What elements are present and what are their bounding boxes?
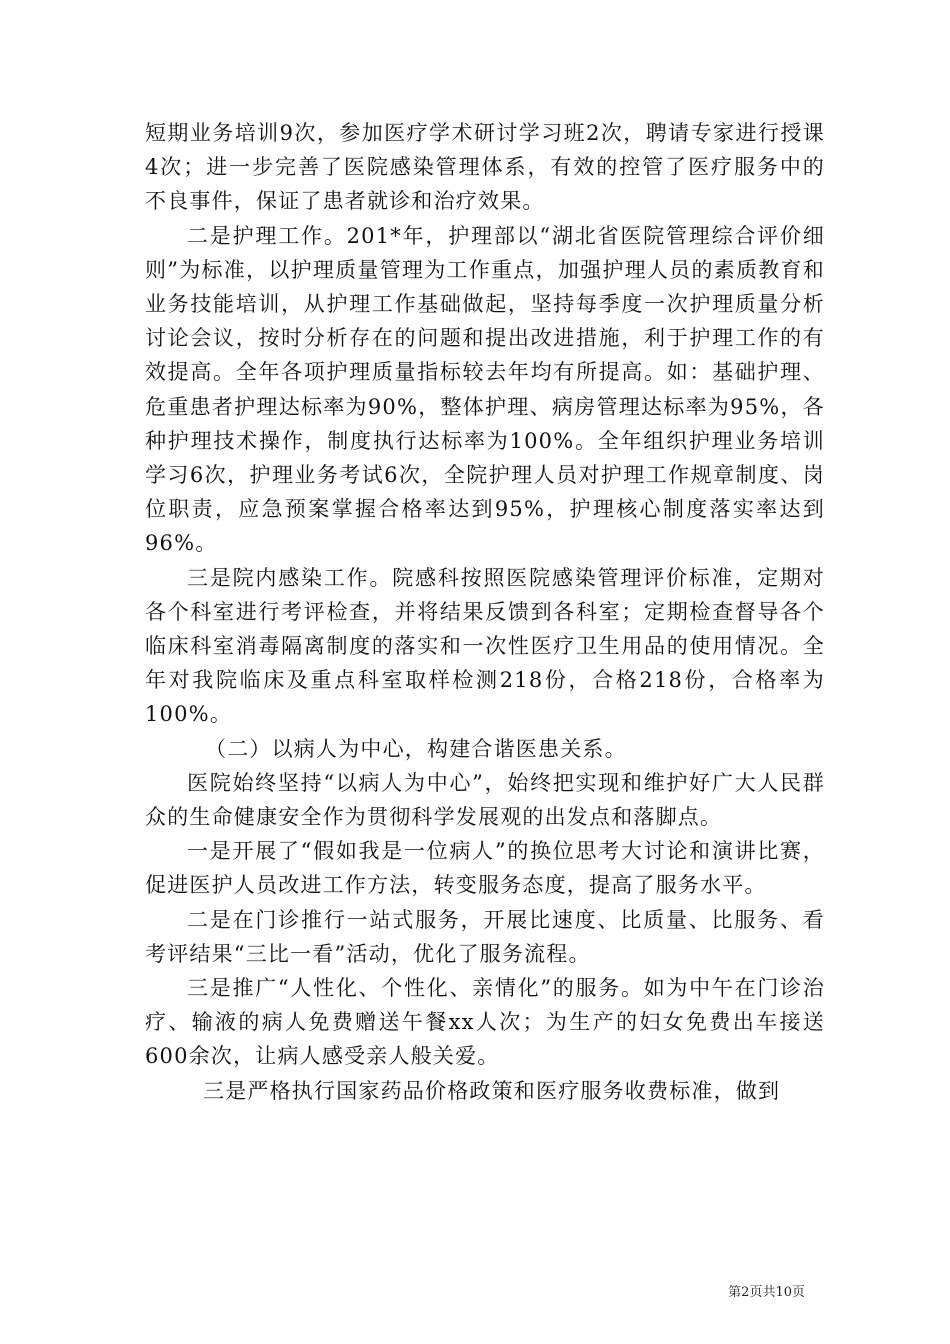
paragraph-training-summary: 短期业务培训9次，参加医疗学术研讨学习班2次，聘请专家进行授课4次；进一步完善了医院感染管理体系，有效的控管了医疗服务中的不良事件，保证了患者就诊和治疗效果。 xyxy=(145,121,825,214)
document-body xyxy=(145,116,825,1108)
paragraph-empathy-campaign: 一是开展了“假如我是一位病人”的换位思考大讨论和演讲比赛，促进医护人员改进工作方法，转变服务态度，提高了服务水平。 xyxy=(145,839,825,898)
paragraph-infection-control: 三是院内感染工作。院感科按照医院感染管理评价标准，定期对各个科室进行考评检查，并将结果反馈到各科室；定期检查督导各个临床科室消毒隔离制度的落实和一次性医疗卫生用品的使用情况。全年对我院临床及重点科室取样检测218份，合格218份，合格率为100%。 xyxy=(145,565,825,727)
page-number-footer: 第2页共10页 xyxy=(728,1285,805,1300)
paragraph-pricing-policy: 三是严格执行国家药品价格政策和医疗服务收费标准，做到 xyxy=(203,1078,781,1103)
section-heading-patient-centered: （二）以病人为中心，构建合谐医患关系。 xyxy=(205,736,627,761)
paragraph-nursing-work: 二是护理工作。201*年，护理部以“湖北省医院管理综合评价细则”为标准，以护理质量管理为工作重点，加强护理人员的素质教育和业务技能培训，从护理工作基础做起，坚持每季度一次护理质量分析讨论会议，按时分析存在的问题和提出改进措施，利于护理工作的有效提高。全年各项护理质量指标较去年均有所提高。如：基础护理、危重患者护理达标率为90%，整体护理、病房管理达标率为95%，各种护理技术操作，制度执行达标率为100%。全年组织护理业务培训学习6次，护理业务考试6次，全院护理人员对护理工作规章制度、岗位职责，应急预案掌握合格率达到95%，护理核心制度落实率达到96%。 xyxy=(145,223,825,556)
paragraph-humanized-service: 三是推广“人性化、个性化、亲情化”的服务。如为中午在门诊治疗、输液的病人免费赠送午餐xx人次；为生产的妇女免费出车接送600余次，让病人感受亲人般关爱。 xyxy=(145,976,825,1069)
paragraph-one-stop-service: 二是在门诊推行一站式服务，开展比速度、比质量、比服务、看考评结果“三比一看”活动，优化了服务流程。 xyxy=(145,907,825,966)
paragraph-hospital-commitment: 医院始终坚持“以病人为中心”，始终把实现和维护好广大人民群众的生命健康安全作为贯彻科学发展观的出发点和落脚点。 xyxy=(145,770,825,830)
